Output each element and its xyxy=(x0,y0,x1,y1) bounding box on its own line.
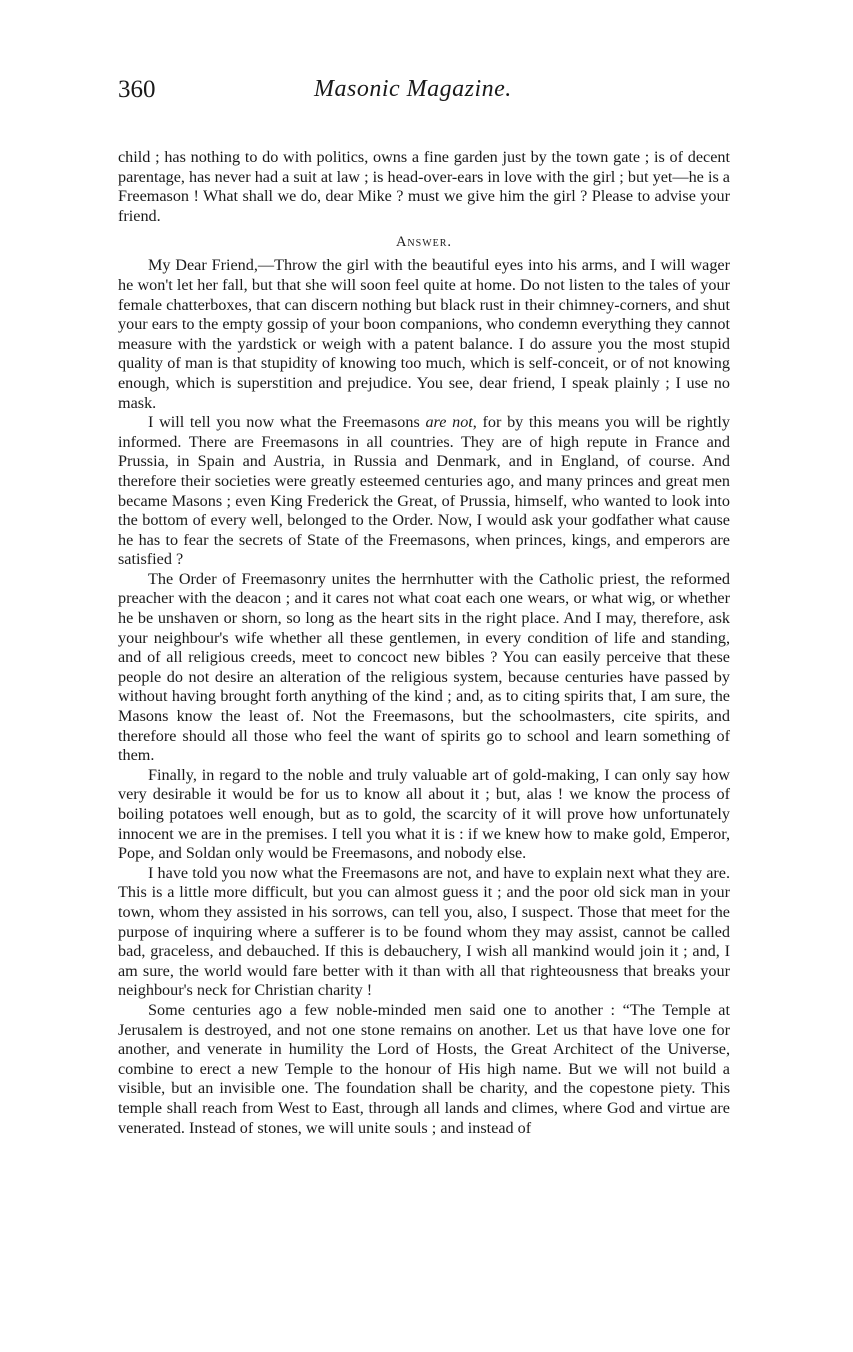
article-body xyxy=(118,148,730,1138)
page-number: 360 xyxy=(118,76,156,103)
paragraph-1: My Dear Friend,—Throw the girl with the beautiful eyes into his arms, and I will wager he won't let her fall, but that she will soon feel quite at home. Do not listen to the tales of your female chatterboxes, that can discern nothing but black rust in their chimney-corners, and shut your ears to the empty gossip of your boon companions, who condemn everything they cannot measure with the yardstick or weigh with a patent balance. I do assure you the most stupid quality of man is that stupidity of knowing too much, which is self-conceit, or of not knowing enough, which is superstition and prejudice. You see, dear friend, I speak plainly ; I use no mask. xyxy=(118,256,730,412)
running-title: Masonic Magazine. xyxy=(314,76,512,102)
paragraph-2 xyxy=(118,413,730,570)
paragraph-6: Some centuries ago a few noble-minded men said one to another : “The Temple at Jerusalem is destroyed, and not one stone remains on another. Let us that have love one for another, and venerate in humility the Lord of Hosts, the Great Architect of the Universe, combine to erect a new Temple to the honour of His high name. But we will not build a visible, but an invisible one. The foundation shall be charity, and the copestone piety. This temple shall reach from West to East, through all lands and climes, where God and virtue are venerated. Instead of stones, we will unite souls ; and instead of xyxy=(118,1000,730,1137)
opening-paragraph: child ; has nothing to do with politics, owns a fine garden just by the town gate ; is of decent parentage, has never had a suit at law ; is head-over-ears in love with the girl ; but yet—he is a Freemason ! What shall we do, dear Mike ? must we give him the girl ? Please to advise your friend. xyxy=(118,148,730,225)
page-header xyxy=(118,76,730,116)
paragraph-2-start: I will tell you now what the Freemasons xyxy=(148,413,426,432)
paragraph-4: Finally, in regard to the noble and truly valuable art of gold-making, I can only say how very desirable it would be for us to know all about it ; but, alas ! we know the process of boiling potatoes well enough, but as to gold, the scarcity of it will prove how unfortunately innocent we are in the premises. I tell you what it is : if we knew how to make gold, Emperor, Pope, and Soldan only would be Freemasons, and nobody else. xyxy=(118,765,730,863)
paragraph-3: The Order of Freemasonry unites the herrnhutter with the Catholic priest, the reformed preacher with the deacon ; and it cares not what coat each one wears, or what wig, or whether he be unshaven or shorn, so long as the heart sits in the right place. And I may, therefore, ask your neighbour's wife whether all these gentlemen, in every condition of life and standing, and of all religious creeds, meet to concoct new bibles ? You can easily perceive that these people do not desire an alteration of the religious system, because centuries have passed by without having brought forth anything of the kind ; and, as to citing spirits that, I am sure, the Masons know the least of. Not the Freemasons, but the schoolmasters, cite spirits, and therefore should all those who feel the want of spirits go to school and learn something of them. xyxy=(118,569,730,765)
answer-heading: Answer. xyxy=(395,234,453,251)
paragraph-2-rest: , for by this means you will be rightly informed. There are Freemasons in all countries. They are of high repute in France and Prussia, in Spain and Austria, in Russia and Denmark, and in England, of course. And therefore their societies were greatly esteemed centuries ago, and many princes and great men became Masons ; even King Frederick the Great, of Prussia, himself, who wanted to look into the bottom of every well, belonged to the Order. Now, I would ask your godfather what cause he has to fear the secrets of State of the Freemasons, when princes, kings, and emperors are satisfied ? xyxy=(118,413,730,569)
paragraph-2-emphasis: are not xyxy=(425,413,473,432)
paragraph-5: I have told you now what the Freemasons are not, and have to explain next what they are. This is a little more difficult, but you can almost guess it ; and the poor old sick man in your town, whom they assisted in his sorrows, can tell you, also, I suspect. Those that meet for the purpose of inquiring where a sufferer is to be found whom they may assist, cannot be called bad, graceless, and debauched. If this is debauchery, I wish all mankind would join it ; and, I am sure, the world would fare better with it than with all that righteousness that breaks your neighbour's neck for Christian charity ! xyxy=(118,863,730,1000)
